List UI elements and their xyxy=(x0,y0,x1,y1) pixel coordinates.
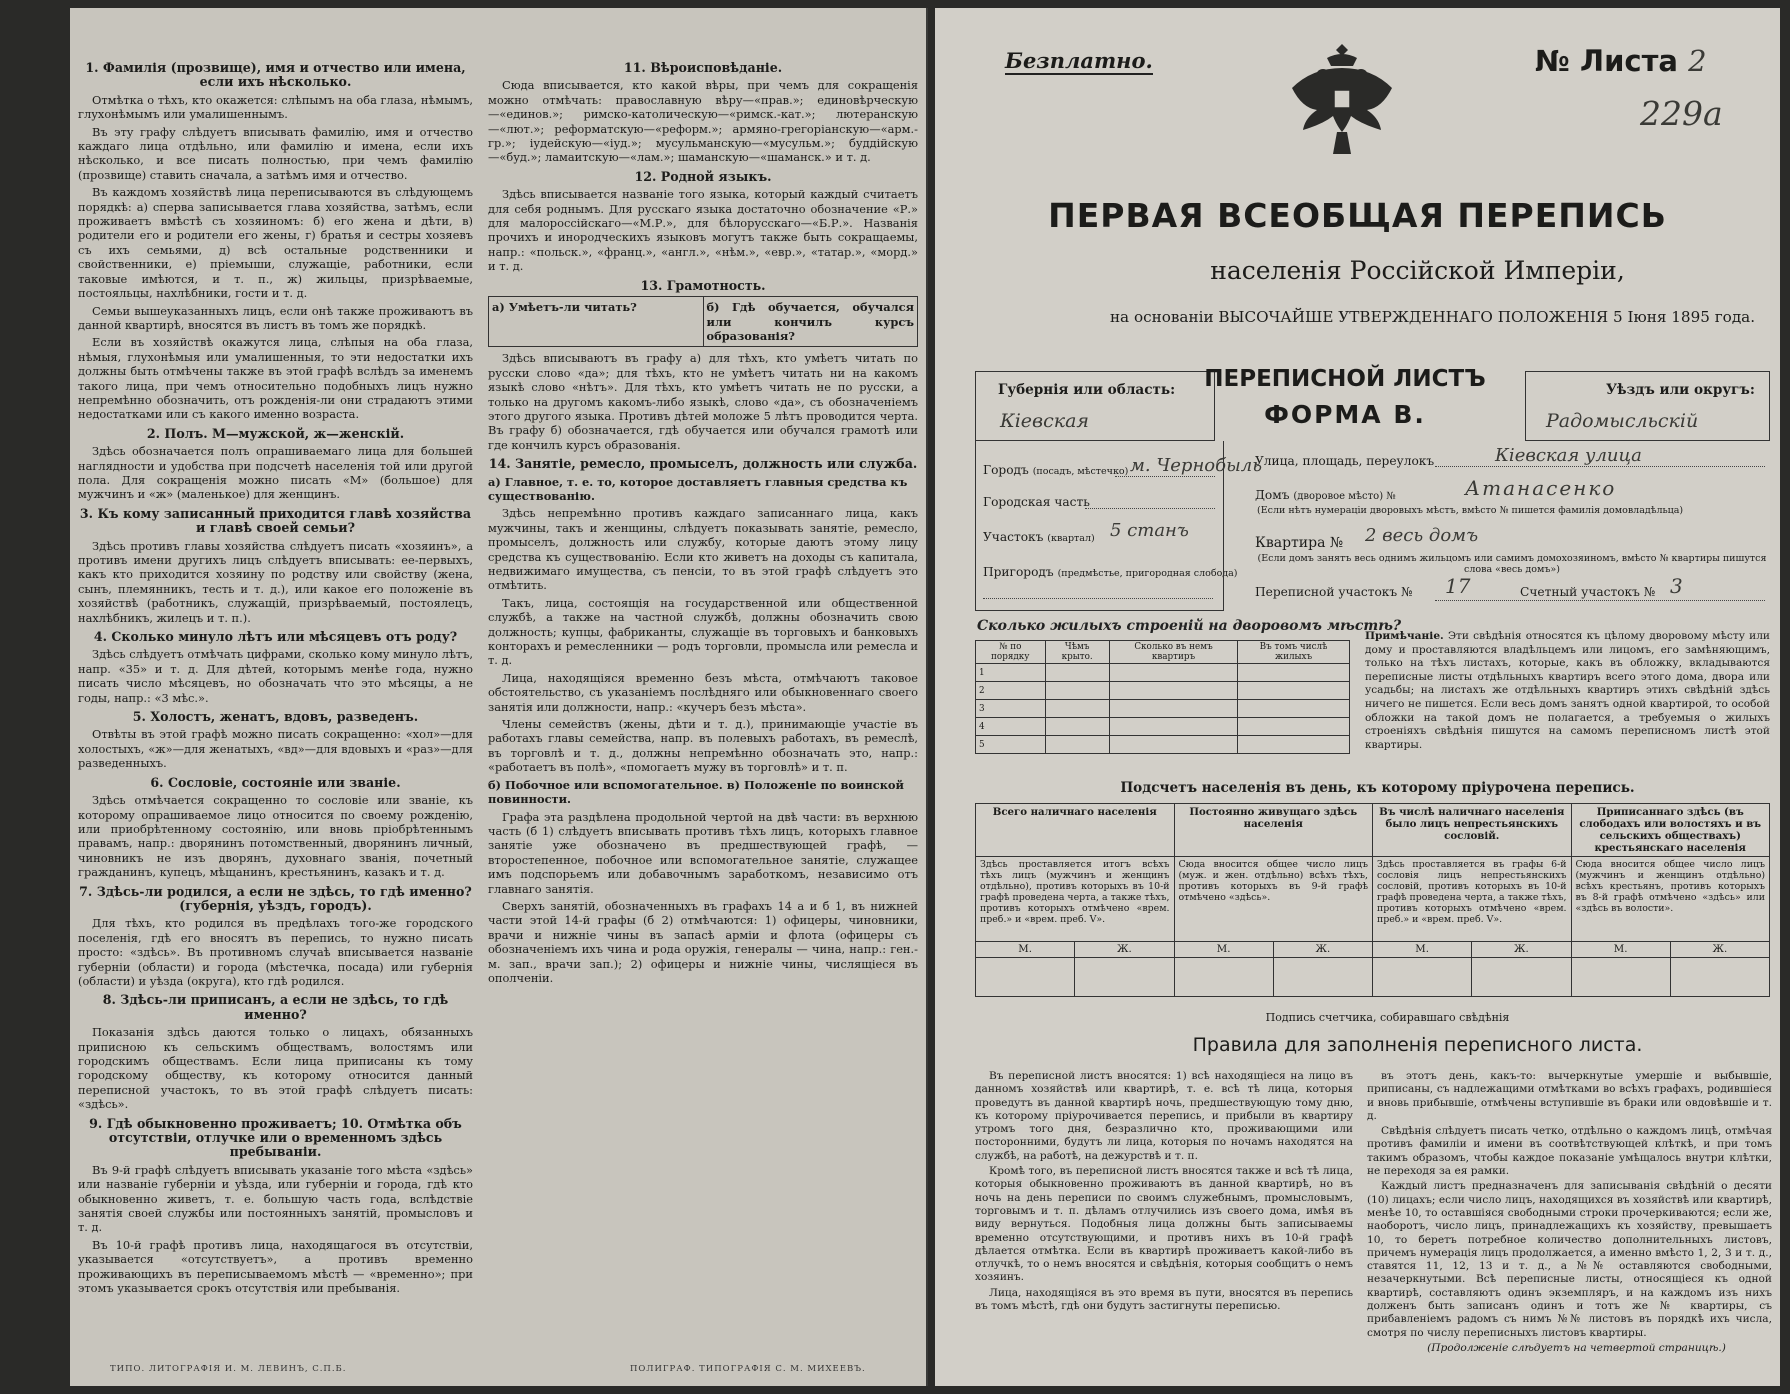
buildings-row-number: 3 xyxy=(976,700,1046,718)
gorod-note: (посадъ, мѣстечко) xyxy=(1032,466,1129,477)
population-sex-label: М. xyxy=(1571,942,1670,958)
buildings-cell xyxy=(1238,700,1350,718)
buildings-row-number: 4 xyxy=(976,718,1046,736)
rules-paragraph: Въ переписной листъ вносятся: 1) всѣ находящіеся на лицо въ данномъ хозяйствѣ или квартирѣ, т. е. всѣ тѣ лица, которыя проведутъ въ данной квартирѣ ночь, предшествующую тому дню, къ которому пріурочивается перепись, и прибыли въ квартиру утромъ того дня, безразлично кто, проживающими или посторонними, будутъ ли лица, которыя по ночамъ находятся на службѣ, на работѣ, на дежурствѣ и т. п. xyxy=(975,1070,1353,1162)
subheading: б) Побочное или вспомогательное. в) Положеніе по воинской повинности. xyxy=(488,777,904,807)
paragraph: Показанія здѣсь даются только о лицахъ, обязанныхъ приписною къ сельскимъ обществамъ, волостямъ или городскимъ обществамъ. Если лица приписаны къ тому городскому обществу, къ которому относится данный переписной участокъ, то въ этой графѣ слѣдуетъ писать: «здѣсь». xyxy=(78,1025,473,1112)
paragraph: Такъ, лица, состоящія на государственной или общественной службѣ, а также на частной службѣ, должны обозначить свою должность; купцы, фабриканты, служащіе въ торговыхъ и банковыхъ конторахъ и ремесленники — родъ торговли, промысла или ремесла и т. д. xyxy=(488,595,918,668)
paragraph: Графа эта раздѣлена продольной чертой на двѣ части: въ верхнюю часть (б 1) слѣдуетъ вписывать противъ тѣхъ лицъ, которыхъ главное занятіе уже обозначено въ предшествующей графѣ, — второстепенное, побочное или вспомогательное занятіе, служащее имъ подспорьемъ или добавочнымъ заработкомъ, независимо отъ главнаго занятія. xyxy=(488,809,918,896)
address-divider xyxy=(1223,441,1224,611)
gubernia-box xyxy=(975,371,1215,441)
buildings-header: Чѣмъ крыто. xyxy=(1045,641,1109,664)
paragraph: Если въ хозяйствѣ окажутся лица, слѣпыя на оба глаза, нѣмыя, глухонѣмыя или умалишенныя, то эти недостатки ихъ должны быть отмѣчены также въ этой графѣ вслѣдъ за именемъ такого лица, при чемъ относительно подобныхъ лицъ нужно непремѣнно обозначить, отъ рожденія-ли они страдаютъ этими недостатками или съ какого именно возраста. xyxy=(78,335,473,422)
prigorod-line xyxy=(983,598,1213,599)
paragraph: Здѣсь отмѣчается сокращенно то сословіе или званіе, къ которому опрашиваемое лицо относится по своему рожденію, или приобрѣтенному состоянію, или вновь пріобрѣтеннымъ правамъ, напр.: дворянинъ потомственный, дворянинъ личный, чиновникъ не изъ дворянъ, духовнаго званія, почетный гражданинъ, купецъ, мѣщанинъ, крестьянинъ, казакъ и т. д. xyxy=(78,793,473,880)
double-headed-eagle-emblem xyxy=(1287,40,1397,158)
section-heading: 9. Гдѣ обыкновенно проживаетъ; 10. Отмѣтка объ отсутствіи, отлучке или о временномъ здѣсь пребываніи. xyxy=(89,1115,462,1160)
counter-signature: Подпись счетчика, собиравшаго свѣдѣнія xyxy=(1265,1011,1510,1024)
population-description: Сюда вносится общее число лицъ (муж. и жен. отдѣльно) всѣхъ тѣхъ, противъ которыхъ въ 9-й графѣ отмѣчено «здѣсь». xyxy=(1174,857,1373,942)
section-heading: 11. Вѣроисповѣданіе. xyxy=(623,60,783,75)
uezd-value: Радомысльскій xyxy=(1546,410,1699,432)
paragraph: Здѣсь вписываютъ въ графу а) для тѣхъ, кто умѣетъ читать по русски слово «да»; для тѣхъ, кто не умѣетъ читать ни на какомъ языкѣ слово «нѣтъ». Для тѣхъ, кто умѣетъ читать не по русски, а только на другомъ какомъ-либо языкѣ, слово «да», съ обозначеніемъ этого другого языка. Противъ дѣтей моложе 5 лѣтъ проводится черта. Въ графу б) обозначается, гдѣ обучается или обучался грамотѣ или где кончилъ курсъ образованія. xyxy=(488,351,918,452)
printer-imprint-right: ПОЛИГРАФ. ТИПОГРАФІЯ С. М. МИХЕЕВЪ. xyxy=(630,1364,866,1374)
sheet-number-handwritten-2: 229а xyxy=(1640,94,1723,133)
question-b: б) Гдѣ обучается, обучался или кончилъ курсъ образованія? xyxy=(706,300,914,343)
population-sex-label: Ж. xyxy=(1472,942,1571,958)
population-sex-label: М. xyxy=(1174,942,1273,958)
buildings-cell xyxy=(1045,700,1109,718)
gubernia-label: Губернія или область: xyxy=(998,382,1176,398)
paragraph: Въ 10-й графѣ противъ лица, находящагося въ отсутствіи, указывается «отсутствуетъ», а противъ временно проживающихъ въ переписываемомъ мѣстѣ — «временно»; при этомъ указывается срокъ отсутствія или пребыванія. xyxy=(78,1237,473,1296)
population-sex-label: Ж. xyxy=(1273,942,1372,958)
population-title: Подсчетъ населенія въ день, къ которому пріурочена перепись. xyxy=(1120,780,1635,796)
section-heading: 2. Полъ. М—мужской, ж—женскій. xyxy=(146,425,405,441)
ulitsa-value: Кіевская улица xyxy=(1495,445,1642,466)
buildings-header: Сколько въ немъ квартиръ xyxy=(1109,641,1237,664)
printer-imprint-left: ТИПО. ЛИТОГРАФІЯ И. М. ЛЕВИНЪ, С.П.Б. xyxy=(110,1364,347,1374)
rules-column-right xyxy=(1367,1070,1772,1370)
gorod-label xyxy=(983,463,1128,477)
uchastok-label xyxy=(983,530,1095,544)
buildings-row-number: 1 xyxy=(976,664,1046,682)
dom-label xyxy=(1255,488,1396,502)
population-sex-label: Ж. xyxy=(1075,942,1174,958)
sheet-number-handwritten: 2 xyxy=(1688,44,1707,78)
sheet-number-label xyxy=(1535,44,1707,78)
buildings-cell xyxy=(1045,718,1109,736)
buildings-row xyxy=(976,700,1350,718)
uezd-box xyxy=(1525,371,1770,441)
paragraph: Сюда вписывается, кто какой вѣры, при чемъ для сокращенія можно отмѣчать: православную вѣру—«прав.»; единовѣрческую—«единов.»; римско-католическую—«римск.-кат.»; лютеранскую—«лют.»; реформатскую—«реформ.»; армяно-грегоріанскую—«арм.-гр.»; іудейскую—«іуд.»; мусульманскую—«мусульм.»; буддійскую—«буд.»; ламаитскую—«лам.»; шаманскую—«шаманск.» и т. д. xyxy=(488,78,918,165)
paragraph: Здѣсь обозначается полъ опрашиваемаго лица для большей наглядности и удобства при подсчетѣ населенія той или другой пола. Для сокращенія можно писать «М» (большое) для мужчинъ и «ж» (маленькое) для женщинъ. xyxy=(78,444,473,502)
population-description: Сюда вносится общее число лицъ (мужчинъ и женщинъ отдѣльно) всѣхъ крестьянъ, противъ которыхъ въ 8-й графѣ отмѣчено «здѣсь» или «здѣсь въ волости». xyxy=(1571,857,1770,942)
population-header: Постоянно живущаго здѣсь населенія xyxy=(1174,804,1373,857)
form-title xyxy=(1180,366,1510,429)
population-count-cell xyxy=(1075,958,1174,997)
note-block xyxy=(1365,630,1770,752)
dom-sub: (Если нѣтъ нумераціи дворовыхъ мѣстъ, вмѣсто № пишется фамилія домовладѣльца) xyxy=(1257,505,1684,516)
section-heading: 6. Сословіе, состояніе или званіе. xyxy=(150,774,401,790)
paragraph: Въ 9-й графѣ слѣдуетъ вписывать указаніе того мѣста «здѣсь» или названіе губерніи и уѣзда, или губерніи и города, гдѣ кто обыкновенно живетъ, т. е. большую часть года, вслѣдствіе занятія своей службы или постоянныхъ занятій, промысловъ и т. д. xyxy=(78,1162,473,1235)
uchastok-value: 5 станъ xyxy=(1110,520,1189,541)
document-title: ПЕРВАЯ ВСЕОБЩАЯ ПЕРЕПИСЬ xyxy=(1048,196,1667,235)
gubernia-value: Кіевская xyxy=(1000,410,1089,432)
gor-chast-label: Городская часть xyxy=(983,495,1090,509)
population-count-cell xyxy=(1174,958,1273,997)
rules-paragraph: Каждый листъ предназначенъ для записыванія свѣдѣній о десяти (10) лицахъ; если число лицъ, находящихся въ хозяйствѣ или квартирѣ, менѣе 10, то оставшіяся свободными строки прочеркиваются; если же, наоборотъ, число лицъ, принадлежащихъ къ хозяйству, превышаетъ 10, то беретъ потребное количество дополнительныхъ листовъ, причемъ нумерація лицъ продолжается, а именно вмѣсто 1, 2, 3 и т. д., ставятся 11, 12, 13 и т. д., а №№ оставляются свободными, незачеркнутыми. Всѣ переписные листы, относящіеся къ одной квартирѣ, составляютъ одинъ экземпляръ, и на каждомъ изъ нихъ долженъ быть записанъ одинъ и тотъ же № квартиры, съ прибавленіемъ радомъ съ нимъ №№ листовъ въ порядкѣ ихъ числа, смотря по числу переписныхъ листовъ квартиры. xyxy=(1367,1180,1772,1339)
gorod-line xyxy=(1115,476,1215,477)
buildings-cell xyxy=(1109,700,1237,718)
buildings-cell xyxy=(1109,718,1237,736)
buildings-title: Сколько жилыхъ строеній на дворовомъ мѣстѣ? xyxy=(977,618,1402,634)
population-sex-label: М. xyxy=(976,942,1075,958)
paragraph: Отмѣтка о тѣхъ, кто окажется: слѣпымъ на оба глаза, нѣмымъ, глухонѣмымъ или умалишеннымъ. xyxy=(78,92,473,122)
kvartira-value: 2 весь домъ xyxy=(1365,525,1479,546)
rules-paragraph: Кромѣ того, въ переписной листъ вносятся также и всѣ тѣ лица, которыя обыкновенно проживаютъ въ данной квартирѣ, но въ ночь на день переписи по своимъ служебнымъ, промысловымъ, торговымъ и т. п. дѣламъ отлучились изъ своего дома, имѣя въ виду вернуться. Подобныя лица должны быть записываемы временно отсутствующими, и противъ нихъ въ 10-й графѣ дѣлается отмѣтка. Если въ квартирѣ проживаетъ какой-либо въ отлучкѣ, то о немъ вносятся и свѣдѣнія, которыя сообщитъ о немъ хозяинъ. xyxy=(975,1165,1353,1284)
population-count-cell xyxy=(1571,958,1670,997)
paragraph: Члены семействъ (жены, дѣти и т. д.), принимающіе участіе въ работахъ главы семейства, напр. въ полевыхъ работахъ, въ ремеслѣ, въ торговлѣ и т. д., должны непремѣнно обозначать это, напр.: «работаетъ въ полѣ», «помогаетъ мужу въ торговлѣ» и т. п. xyxy=(488,717,918,775)
buildings-cell xyxy=(1238,682,1350,700)
prigorod-label-text: Пригородъ xyxy=(983,565,1054,579)
paragraph: Семьи вышеуказанныхъ лицъ, если онѣ также проживаютъ въ данной квартирѣ, вносятся въ листъ въ томъ же порядкѣ. xyxy=(78,303,473,332)
paragraph: Въ эту графу слѣдуетъ вписывать фамилію, имя и отчество каждаго лица отдѣльно, или фамилію и имена, если ихъ нѣсколько, и все писать полностью, при чемъ фамилію (прозвище) ставить сначала, а затѣмъ имя и отчество. xyxy=(78,124,473,182)
gor-chast-line xyxy=(1085,508,1215,509)
buildings-cell xyxy=(1045,664,1109,682)
buildings-cell xyxy=(1045,736,1109,754)
rules-paragraph: Лица, находящіяся въ это время въ пути, вносятся въ перепись въ томъ мѣстѣ, гдѣ они будутъ застигнуты переписью. xyxy=(975,1286,1353,1313)
paragraph: Здѣсь вписывается названіе того языка, который каждый считаетъ для себя роднымъ. Для русскаго языка достаточно обозначение «Р.» для малороссійскаго—«М.Р.», для бѣлорусскаго—«Б.Р.». Названія прочихъ и инородческихъ языковъ могутъ также быть сокращаемы, напр.: «польск.», «франц.», «англ.», «нѣм.», «евр.», «татар.», «морд.» и т. д. xyxy=(488,187,918,274)
population-description: Здѣсь проставляется итогъ всѣхъ тѣхъ лицъ (мужчинъ и женщинъ отдѣльно), противъ которыхъ въ 10-й графѣ проведена черта, а также тѣхъ, противъ которыхъ отмѣчено «врем. преб.» и «врем. преб. V». xyxy=(976,857,1175,942)
buildings-table xyxy=(975,640,1350,754)
section-heading: 13. Грамотность. xyxy=(640,277,766,293)
section-heading: 1. Фамилія (прозвище), имя и отчество или имена, если ихъ нѣсколько. xyxy=(85,60,466,90)
rules-continued: (Продолженіе слѣдуетъ на четвертой страницѣ.) xyxy=(1427,1341,1726,1354)
sheet-label-text: № Листа xyxy=(1535,44,1678,78)
rules-paragraph: Свѣдѣнія слѣдуетъ писать четко, отдѣльно о каждомъ лицѣ, отмѣчая противъ фамиліи и имени въ соотвѣтствующей клѣткѣ, и при томъ такимъ образомъ, чтобы каждое показаніе умѣщалось внутри клѣтки, не переходя за ея рамки. xyxy=(1367,1125,1772,1178)
note-text: Эти свѣдѣнія относятся къ цѣлому дворовому мѣсту или дому и проставляются владѣльцемъ или лицомъ, его замѣняющимъ, только на тѣхъ листахъ, которые, какъ въ обложку, вкладываются переписные листы отдѣльныхъ квартиръ всего этого дома, двора или усадьбы; на листахъ же отдѣльныхъ квартиръ этихъ свѣдѣній здѣсь ничего не пишется. Если весь домъ занятъ одной квартирой, то особой обложки на такой домъ не полагается, а требуемыя о жилыхъ строеніяхъ свѣдѣнія пишутся на самомъ переписномъ листѣ этой квартиры. xyxy=(1365,630,1770,751)
buildings-row xyxy=(976,682,1350,700)
dom-label-text: Домъ xyxy=(1255,488,1290,502)
population-sex-label: М. xyxy=(1373,942,1472,958)
ulitsa-line xyxy=(1435,466,1765,467)
uezd-label: Уѣздъ или округъ: xyxy=(1606,382,1755,398)
population-table xyxy=(975,803,1770,997)
buildings-row xyxy=(976,664,1350,682)
left-column-2 xyxy=(488,56,918,1346)
paragraph: Здѣсь противъ главы хозяйства слѣдуетъ писать «хозяинъ», а противъ имени другихъ лицъ слѣдуетъ вписывать: ее-первыхъ, какъ кто приходится хозяину по родству или свойству (жена, сынъ, племянникъ, тесть и т. д.), или какое его положеніе въ хозяйствѣ (работникъ, служащій, призрѣваемый, постоялецъ, нахлѣбникъ, жилецъ и т. п.). xyxy=(78,538,473,625)
buildings-cell xyxy=(1109,664,1237,682)
form-title-line2: ФОРМА В. xyxy=(1264,400,1426,429)
section-heading: 5. Холостъ, женатъ, вдовъ, разведенъ. xyxy=(132,709,419,725)
schet-uch-label: Счетный участокъ № xyxy=(1520,585,1656,599)
kvartira-sub xyxy=(1257,553,1767,575)
section-heading: 7. Здѣсь-ли родился, а если не здѣсь, то гдѣ именно? (губернія, уѣздъ, городъ). xyxy=(79,883,472,913)
left-page xyxy=(70,8,928,1386)
free-label: Безплатно. xyxy=(1005,48,1153,73)
buildings-cell xyxy=(1238,736,1350,754)
buildings-row xyxy=(976,736,1350,754)
gorod-value: м. Чернобыль xyxy=(1130,455,1263,476)
rules-title: Правила для заполненія переписного листа. xyxy=(1192,1034,1643,1056)
left-column-1 xyxy=(78,56,473,1346)
population-sex-label: Ж. xyxy=(1670,942,1769,958)
buildings-row xyxy=(976,718,1350,736)
uchastki-line xyxy=(1435,600,1765,601)
section-heading: 12. Родной языкъ. xyxy=(634,168,772,184)
dom-note: (дворовое мѣсто) № xyxy=(1293,491,1396,502)
paragraph: Лица, находящіяся временно безъ мѣста, отмѣчаютъ таковое обстоятельство, съ указаніемъ послѣдняго или обыкновеннаго своего занятія или должности, напр.: «кучеръ безъ мѣста». xyxy=(488,670,918,714)
population-count-cell xyxy=(976,958,1075,997)
buildings-header: Въ томъ числѣ жилыхъ xyxy=(1238,641,1350,664)
buildings-row-number: 5 xyxy=(976,736,1046,754)
section-heading: 4. Сколько минуло лѣтъ или мѣсяцевъ отъ роду? xyxy=(93,629,458,645)
population-header: Всего наличнаго населенія xyxy=(976,804,1175,857)
rules-paragraph: въ этотъ день, какъ-то: вычеркнутые умершіе и выбывшіе, приписаны, съ надлежащими отмѣтками во всѣхъ графахъ, родившіеся и вновь прибывшіе, отмѣчены вступившіе въ браки или овдовѣвшіе и т. д. xyxy=(1367,1070,1772,1122)
population-count-cell xyxy=(1273,958,1372,997)
paragraph: Отвѣты въ этой графѣ можно писать сокращенно: «хол»—для холостыхъ, «ж»—для женатыхъ, «вд»—для вдовыхъ и «раз»—для разведенныхъ. xyxy=(78,727,473,771)
paragraph: Здѣсь непремѣнно противъ каждаго записаннаго лица, какъ мужчины, такъ и женщины, слѣдуетъ показывать занятіе, ремесло, промыселъ, должность или службу, которые даютъ этому лицу средства къ существованію. Если кто живетъ на доходы съ капитала, недвижимаго имущества, съ пенсіи, то въ этой графѣ слѣдуетъ это отмѣтить. xyxy=(488,506,918,593)
schet-uch-value: 3 xyxy=(1670,574,1683,598)
buildings-header: № по порядку xyxy=(976,641,1046,664)
uchastok-label-text: Участокъ xyxy=(983,530,1044,544)
document-subtitle: населенія Россійской Имперіи, xyxy=(1210,256,1625,285)
question-a: а) Умѣетъ-ли читать? xyxy=(489,297,704,346)
population-header: Въ числѣ наличнаго населенія было лицъ непрестьянскихъ сословій. xyxy=(1373,804,1572,857)
dom-value: Атанасенко xyxy=(1465,476,1617,500)
section-heading: 14. Занятіе, ремесло, промыселъ, должность или служба. xyxy=(488,456,918,472)
kvartira-label: Квартира № xyxy=(1255,535,1344,551)
paragraph: Здѣсь слѣдуетъ отмѣчать цифрами, сколько кому минуло лѣтъ, напр. «35» и т. д. Для дѣтей, которымъ менѣе года, нужно писать число мѣсяцевъ, но обозначать что это мѣсяцы, а не годы, напр.: «3 мѣс.». xyxy=(78,647,473,705)
gorod-label-text: Городъ xyxy=(983,463,1029,477)
paragraph: Въ каждомъ хозяйствѣ лица переписываются въ слѣдующемъ порядкѣ: а) сперва записывается глава хозяйства, затѣмъ, если проживаетъ вмѣстѣ съ хозяиномъ: б) его жена и дѣти, в) родители его и родители его жены, г) братья и сестры хозяевъ съ ихъ семьями, д) всѣ остальные родственники и свойственники, е) пріемыши, служащіе, работники, если таковые имѣются, и т. п., ж) жильцы, призрѣваемые, постояльцы, нахлѣбники, гости и т. д. xyxy=(78,185,473,301)
rules-column-left xyxy=(975,1070,1353,1370)
question-pair xyxy=(488,296,918,347)
ulitsa-label: Улица, площадь, переулокъ xyxy=(1255,454,1435,468)
paragraph: Для тѣхъ, кто родился въ предѣлахъ того-же городского поселенія, гдѣ его вносятъ въ перепись, то нужно писать просто: «здѣсь». Въ противномъ случаѣ вписывается названіе губерніи (области) и города (мѣстечка, посада) или губернія (области) и уѣзда (округа), кто гдѣ родился. xyxy=(78,916,473,988)
prigorod-note: (предмѣстье, пригородная слобода) xyxy=(1057,568,1238,579)
paragraph: Сверхъ занятій, обозначенныхъ въ графахъ 14 а и б 1, въ нижней части этой 14-й графы (б 2) отмѣчаются: 1) офицеры, чиновники, врачи и нижніе чины въ запасѣ арміи и флота (офицеры съ обозначеніемъ ихъ чина и рода оружія, генералы — чина, напр.: ген.-м. зап., врачи зап.); 2) офицеры и нижніе чины, числящіеся въ ополченіи. xyxy=(488,898,918,985)
population-count-cell xyxy=(1373,958,1472,997)
population-count-cell xyxy=(1472,958,1571,997)
population-description: Здѣсь проставляется въ графы 6-й сословія лицъ непрестьянскихъ сословій, противъ которыхъ въ 10-й графѣ проведена черта, а также тѣхъ, противъ которыхъ отмѣчено «врем. преб.» и «врем. преб. V». xyxy=(1373,857,1572,942)
prigorod-label xyxy=(983,565,1238,579)
section-heading: 8. Здѣсь-ли приписанъ, а если не здѣсь, то гдѣ именно? xyxy=(102,992,449,1022)
right-page xyxy=(935,8,1780,1386)
buildings-cell xyxy=(1238,718,1350,736)
buildings-cell xyxy=(1238,664,1350,682)
population-header: Приписаннаго здѣсь (въ слободахъ или волостяхъ и въ сельскихъ обществахъ) крестьянскаго населенія xyxy=(1571,804,1770,857)
subheading: а) Главное, т. е. то, которое доставляетъ главныя средства къ существованію. xyxy=(488,474,908,503)
buildings-cell xyxy=(1109,736,1237,754)
population-count-cell xyxy=(1670,958,1769,997)
buildings-cell xyxy=(1045,682,1109,700)
buildings-cell xyxy=(1109,682,1237,700)
perepis-uch-label: Переписной участокъ № xyxy=(1255,585,1413,599)
uchastok-note: (квартал) xyxy=(1047,533,1095,544)
kvartira-sub-text: (Если домъ занятъ весь однимъ жильцомъ или самимъ домохозяиномъ, вмѣсто № квартиры пишутся слова «весь домъ») xyxy=(1257,553,1767,575)
form-title-line1: ПЕРЕПИСНОЙ ЛИСТЪ xyxy=(1204,366,1486,392)
perepis-uch-value: 17 xyxy=(1445,574,1471,598)
buildings-row-number: 2 xyxy=(976,682,1046,700)
document-basis: на основаніи ВЫСОЧАЙШЕ УТВЕРЖДЕННАГО ПОЛОЖЕНІЯ 5 Іюня 1895 года. xyxy=(1109,308,1756,326)
note-title: Примѣчаніе. xyxy=(1365,630,1444,642)
section-heading: 3. Къ кому записанный приходится главѣ хозяйства и главѣ своей семьи? xyxy=(79,505,472,536)
